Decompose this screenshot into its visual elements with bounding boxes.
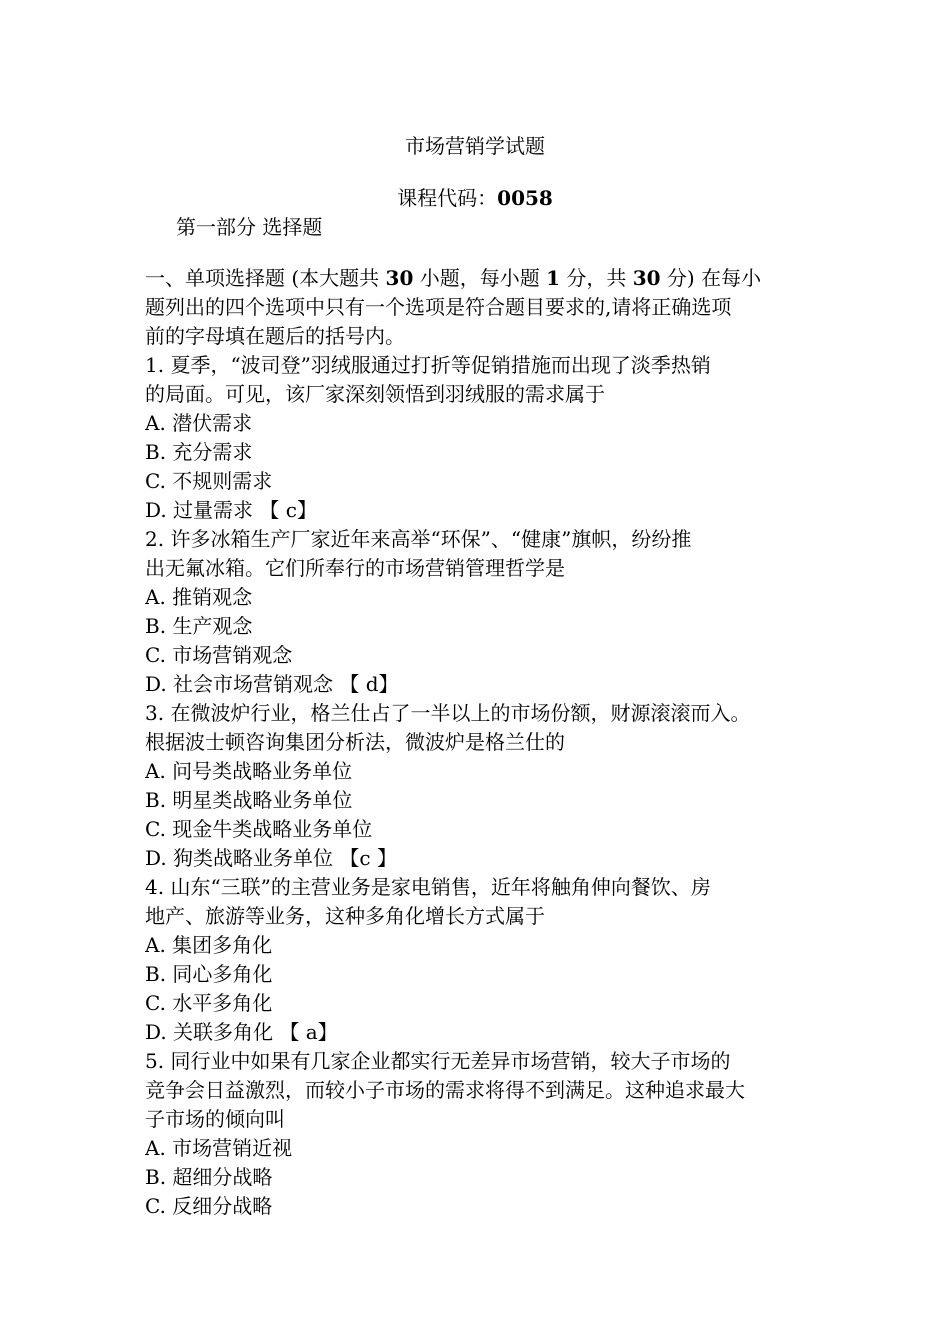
question-option: B. 明星类战略业务单位 — [145, 788, 353, 812]
question-stem-line: 1. 夏季，“波司登”羽绒服通过打折等促销措施而出现了淡季热销 — [145, 353, 711, 377]
question-stem-line: 5. 同行业中如果有几家企业都实行无差异市场营销，较大子市场的 — [145, 1049, 731, 1073]
instructions-text: 一、单项选择题 (本大题共 — [145, 266, 386, 290]
course-code-label: 课程代码： — [397, 186, 498, 210]
question-stem-line: 竞争会日益激烈，而较小子市场的需求将得不到满足。这种追求最大 — [145, 1078, 745, 1102]
question-option: A. 问号类战略业务单位 — [145, 759, 353, 783]
instructions-line: 题列出的四个选项中只有一个选项是符合题目要求的,请将正确选项 — [145, 295, 732, 319]
question-option: C. 现金牛类战略业务单位 — [145, 817, 373, 841]
instructions — [145, 264, 817, 351]
question-stem-line: 出无氟冰箱。它们所奉行的市场营销管理哲学是 — [145, 556, 565, 580]
instructions-text: 分，共 — [560, 266, 633, 290]
question-stem-line: 子市场的倾向叫 — [145, 1107, 285, 1131]
question-option-with-answer: D. 过量需求 【 c】 — [145, 498, 317, 522]
document-title: 市场营销学试题 — [405, 134, 545, 158]
question-option: C. 水平多角化 — [145, 991, 273, 1015]
question-4 — [145, 873, 817, 1047]
question-5 — [145, 1047, 817, 1221]
instructions-text: 小题，每小题 — [413, 266, 547, 290]
question-1 — [145, 351, 817, 525]
question-stem-line: 根据波士顿咨询集团分析法，微波炉是格兰仕的 — [145, 730, 565, 754]
question-option: B. 生产观念 — [145, 614, 253, 638]
question-option: C. 市场营销观念 — [145, 643, 293, 667]
question-option: C. 不规则需求 — [145, 469, 273, 493]
question-option: A. 推销观念 — [145, 585, 253, 609]
question-option: A. 集团多角化 — [145, 933, 273, 957]
question-option: A. 市场营销近视 — [145, 1136, 293, 1160]
question-option-with-answer: D. 狗类战略业务单位 【c 】 — [145, 846, 397, 870]
question-option: B. 超细分战略 — [145, 1165, 273, 1189]
question-option: B. 同心多角化 — [145, 962, 273, 986]
instructions-number: 30 — [632, 266, 661, 290]
instructions-line — [145, 264, 817, 293]
course-code-value: 0058 — [497, 186, 553, 210]
part-heading: 第一部分 选择题 — [176, 215, 323, 239]
instructions-line: 前的字母填在题后的括号内。 — [145, 324, 405, 348]
question-stem-line: 3. 在微波炉行业，格兰仕占了一半以上的市场份额，财源滚滚而入。 — [145, 701, 751, 725]
question-option: C. 反细分战略 — [145, 1194, 273, 1218]
instructions-number: 1 — [546, 266, 561, 290]
question-3 — [145, 699, 817, 873]
instructions-number: 30 — [385, 266, 414, 290]
question-option: A. 潜伏需求 — [145, 411, 253, 435]
instructions-text: 分) 在每小 — [660, 266, 762, 290]
question-option: B. 充分需求 — [145, 440, 253, 464]
question-option-with-answer: D. 社会市场营销观念 【 d】 — [145, 672, 399, 696]
question-stem-line: 2. 许多冰箱生产厂家近年来高举“环保”、“健康”旗帜，纷纷推 — [145, 527, 692, 551]
course-code-line — [0, 183, 950, 213]
question-stem-line: 的局面。可见，该厂家深刻领悟到羽绒服的需求属于 — [145, 382, 605, 406]
question-stem-line: 4. 山东“三联”的主营业务是家电销售，近年将触角伸向餐饮、房 — [145, 875, 711, 899]
document-body — [145, 264, 817, 1221]
question-option-with-answer: D. 关联多角化 【 a】 — [145, 1020, 338, 1044]
question-2 — [145, 525, 817, 699]
question-stem-line: 地产、旅游等业务，这种多角化增长方式属于 — [145, 904, 545, 928]
